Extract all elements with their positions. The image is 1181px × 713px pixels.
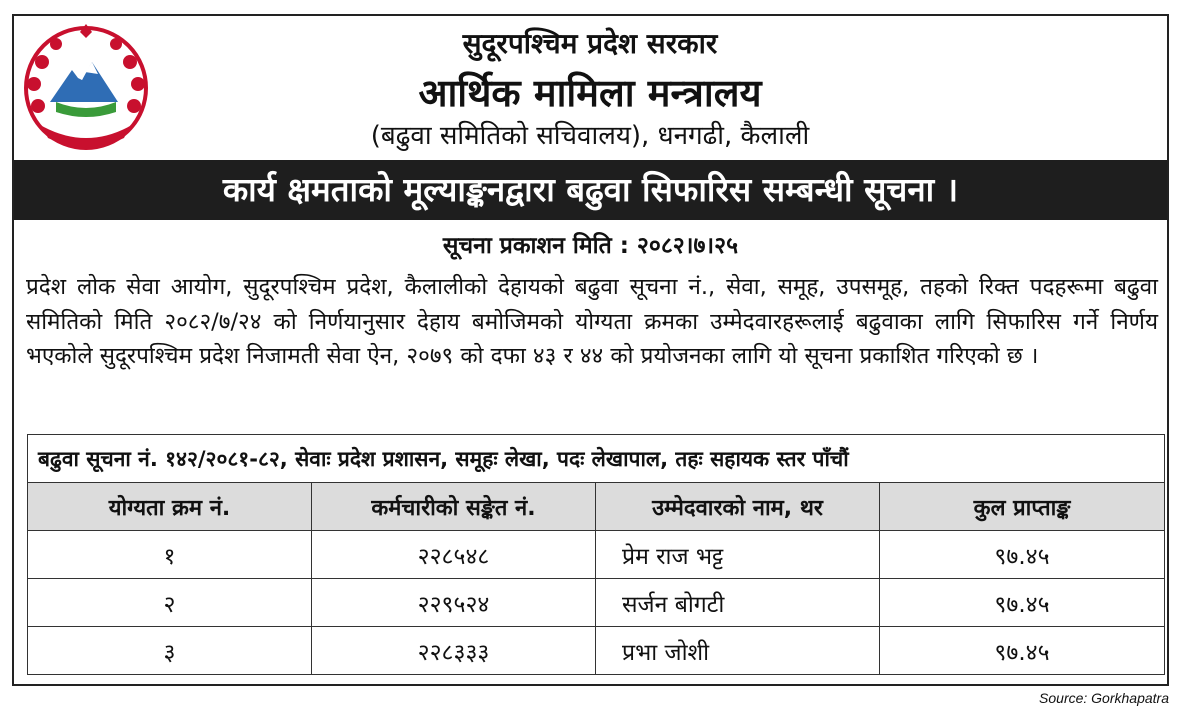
rank-cell: २ [28, 579, 312, 627]
notice-title-banner: कार्य क्षमताको मूल्याङ्कनद्वारा बढुवा सिफारिस सम्बन्धी सूचना । [14, 160, 1167, 220]
candidate-name-cell: प्रेम राज भट्ट [596, 531, 880, 579]
office-address: (बढुवा समितिको सचिवालय), धनगढी, कैलाली [370, 121, 810, 151]
publication-date: सूचना प्रकाशन मिति : २०८२।७।२५ [442, 233, 739, 259]
nepal-emblem-icon [20, 22, 152, 154]
table-notice-line: बढुवा सूचना नं. १४२/२०८१-८२, सेवाः प्रदेश प्रशासन, समूहः लेखा, पदः लेखापाल, तहः सहायक स्तर पाँचौं [28, 435, 1165, 483]
government-name: सुदूरपश्चिम प्रदेश सरकार [462, 27, 718, 60]
source-credit: Source: Gorkhapatra [1039, 690, 1169, 706]
col-header-candidate-name: उम्मेदवारको नाम, थर [596, 483, 880, 531]
notice-body: प्रदेश लोक सेवा आयोग, सुदूरपश्चिम प्रदेश, कैलालीको देहायको बढुवा सूचना नं., सेवा, समूह, उपसमूह, तहको रिक्त पदहरूमा बढुवा समितिको मिति २०८२/७/२४ को निर्णयानुसार देहाय बमोजिमको योग्यता क्रमका उम्मेदवारहरूलाई बढुवाका लागि सिफारिस गर्ने निर्णय भएकोले सुदूरपश्चिम प्रदेश निजामती सेवा ऐन, २०७९ को दफा ४३ र ४४ को प्रयोजनका लागि यो सूचना प्रकाशित गरिएको छ । [26, 274, 1158, 369]
table-row [28, 531, 1165, 579]
col-header-total-score: कुल प्राप्ताङ्क [880, 483, 1165, 531]
col-header-rank: योग्यता क्रम नं. [28, 483, 312, 531]
table-header-row [28, 483, 1165, 531]
total-score-cell: ९७.४५ [880, 531, 1165, 579]
table-row [28, 579, 1165, 627]
table-row [28, 627, 1165, 675]
total-score-cell: ९७.४५ [880, 627, 1165, 675]
table-notice-row [28, 435, 1165, 483]
employee-code-cell: २२८५४८ [312, 531, 596, 579]
rank-cell: १ [28, 531, 312, 579]
rank-cell: ३ [28, 627, 312, 675]
col-header-employee-code: कर्मचारीको सङ्केत नं. [312, 483, 596, 531]
ministry-name: आर्थिक मामिला मन्त्रालय [418, 71, 762, 115]
employee-code-cell: २२९५२४ [312, 579, 596, 627]
candidate-name-cell: प्रभा जोशी [596, 627, 880, 675]
candidate-name-cell: सर्जन बोगटी [596, 579, 880, 627]
employee-code-cell: २२८३३३ [312, 627, 596, 675]
promotion-table [27, 434, 1165, 675]
total-score-cell: ९७.४५ [880, 579, 1165, 627]
